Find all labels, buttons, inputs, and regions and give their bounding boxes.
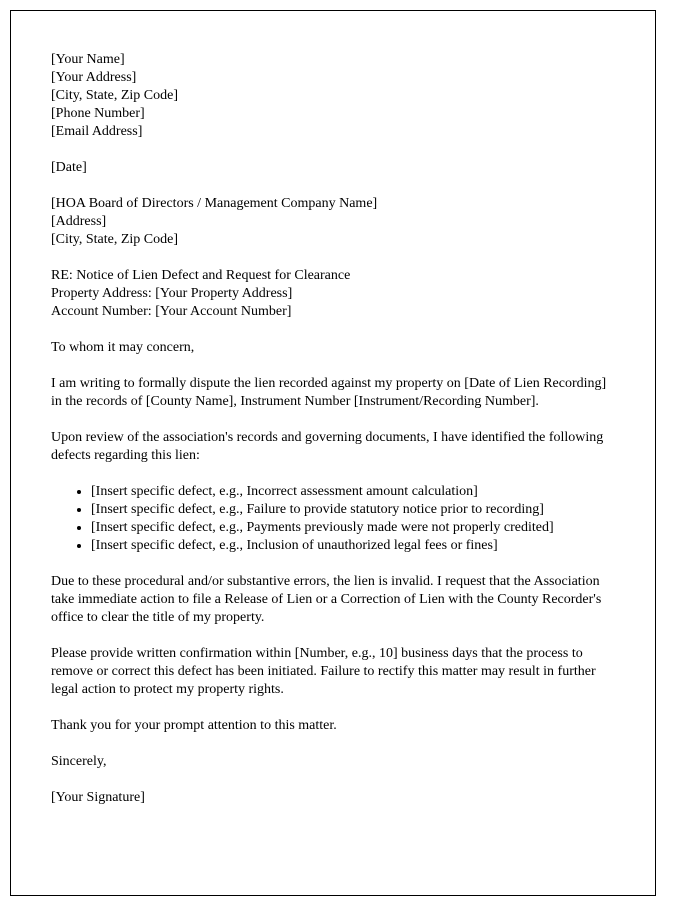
signature-placeholder: [Your Signature]	[51, 790, 145, 805]
sender-city-state-zip: [City, State, Zip Code]	[51, 88, 179, 103]
letter-page	[10, 10, 656, 896]
demand-paragraph: Due to these procedural and/or substantive errors, the lien is invalid. I request that the Association take immediate action to file a Release of Lien or a Correction of Lien with the County Recorder's office to clear the title of my property.	[51, 574, 602, 625]
thanks-paragraph: Thank you for your prompt attention to this matter.	[51, 718, 337, 733]
salutation: To whom it may concern,	[51, 340, 195, 355]
defect-item: • [Insert specific defect, e.g., Incorrect assessment amount calculation]	[91, 483, 611, 501]
recipient-address: [Address]	[51, 214, 107, 229]
subject-property-address: Property Address: [Your Property Address]	[51, 286, 293, 301]
defects-intro-paragraph: Upon review of the association's records and governing documents, I have identified the following defects regarding this lien:	[51, 430, 604, 463]
defect-item: • [Insert specific defect, e.g., Payments previously made were not properly credited]	[91, 519, 611, 537]
sender-name: [Your Name]	[51, 52, 125, 67]
closing-block	[51, 753, 615, 771]
subject-re-line: RE: Notice of Lien Defect and Request for Clearance	[51, 268, 351, 283]
subject-account-number: Account Number: [Your Account Number]	[51, 304, 292, 319]
defect-item: • [Insert specific defect, e.g., Failure to provide statutory notice prior to recording]	[91, 501, 611, 519]
recipient-city-state-zip: [City, State, Zip Code]	[51, 232, 179, 247]
date-block	[51, 159, 615, 177]
recipient-block	[51, 195, 615, 249]
sender-address: [Your Address]	[51, 70, 137, 85]
closing-line: Sincerely,	[51, 754, 107, 769]
subject-block	[51, 267, 615, 321]
sender-block	[51, 51, 615, 141]
deadline-paragraph: Please provide written confirmation within [Number, e.g., 10] business days that the process to remove or correct this defect has been initiated. Failure to rectify this matter may result in further legal action to protect my property rights.	[51, 646, 596, 697]
sender-phone: [Phone Number]	[51, 106, 145, 121]
signature-block	[51, 789, 615, 807]
defect-item: • [Insert specific defect, e.g., Inclusion of unauthorized legal fees or fines]	[91, 537, 611, 555]
sender-email: [Email Address]	[51, 124, 143, 139]
date-line: [Date]	[51, 160, 87, 175]
intro-paragraph: I am writing to formally dispute the lien recorded against my property on [Date of Lien Recording] in the records of [County Name], Instrument Number [Instrument/Recording Number].	[51, 376, 607, 409]
defects-list	[51, 483, 611, 555]
recipient-name: [HOA Board of Directors / Management Company Name]	[51, 196, 378, 211]
salutation-block	[51, 339, 615, 357]
